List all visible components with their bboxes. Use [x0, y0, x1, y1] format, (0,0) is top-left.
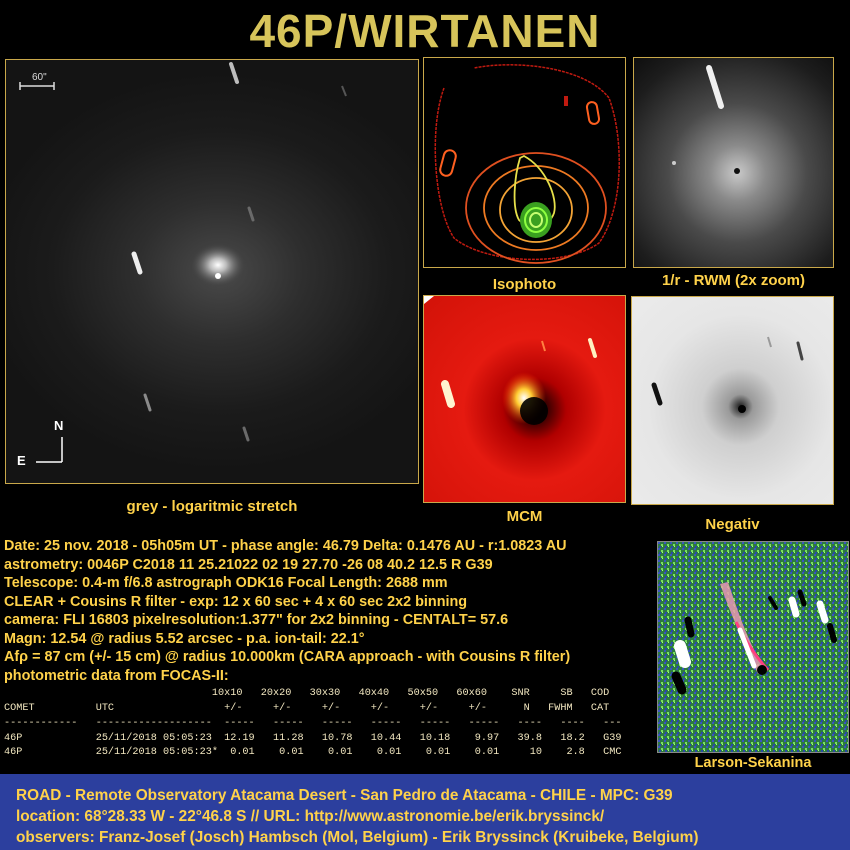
table-row: 46P 25/11/2018 05:05:23* 0.01 0.01 0.01 0.01 0.01 0.01 10 2.8 CMC	[4, 747, 622, 758]
info-camera: camera: FLI 16803 pixelresolution:1.377" for 2x2 binning - CENTALT= 57.6	[4, 612, 509, 628]
mcm-caption: MCM	[506, 508, 543, 525]
table-separator: ------------ ------------------- ----- ----- ----- ----- ----- ----- ---- ---- ---	[4, 718, 622, 729]
info-date: Date: 25 nov. 2018 - 05h05m UT - phase angle: 46.79 Delta: 0.1476 AU - r:1.0823 AU	[4, 538, 567, 554]
rwm-caption: 1/r - RWM (2x zoom)	[661, 272, 806, 289]
page-title: 46P/WIRTANEN	[249, 5, 601, 57]
negativ-image	[631, 296, 834, 505]
info-astrometry: astrometry: 0046P C2018 11 25.21022 02 19 27.70 -26 08 40.2 12.5 R G39	[4, 557, 493, 573]
isophoto-contours	[424, 58, 626, 268]
info-magnitude: Magn: 12.54 @ radius 5.52 arcsec - p.a. ion-tail: 22.1°	[4, 631, 365, 647]
rwm-image	[633, 57, 834, 268]
table-row: 46P 25/11/2018 05:05:23 12.19 11.28 10.78 10.44 10.18 9.97 39.8 18.2 G39	[4, 733, 622, 744]
info-afrho: Afρ = 87 cm (+/- 15 cm) @ radius 10.000km (CARA approach - with Cousins R filter)	[4, 649, 571, 665]
isophoto-image	[423, 57, 626, 268]
info-telescope: Telescope: 0.4-m f/6.8 astrograph ODK16 Focal Length: 2688 mm	[4, 575, 448, 591]
isophoto-caption: Isophoto	[492, 276, 557, 293]
main-comet-image	[5, 59, 419, 484]
footer-observers: observers: Franz-Josef (Josch) Hambsch (Mol, Belgium) - Erik Bryssinck (Kruibeke, Belgium)	[16, 829, 699, 846]
negativ-drawing	[632, 297, 834, 505]
table-header-row: 10x10 20x20 30x30 40x40 50x50 60x60 SNR SB COD	[4, 688, 610, 699]
mcm-drawing	[424, 296, 626, 503]
footer-bar	[0, 774, 850, 850]
negativ-caption: Negativ	[705, 516, 760, 533]
table-header-row: COMET UTC +/- +/- +/- +/- +/- +/- N FWHM CAT	[4, 703, 610, 714]
east-label: E	[17, 453, 26, 468]
footer-observatory: ROAD - Remote Observatory Atacama Desert - San Pedro de Atacama - CHILE - MPC: G39	[16, 787, 673, 804]
larson-sekanina-image	[657, 541, 849, 753]
larson-drawing	[658, 542, 849, 753]
north-label: N	[54, 418, 64, 433]
larson-caption: Larson-Sekanina	[694, 755, 812, 771]
footer-location: location: 68°28.33 W - 22°46.8 S // URL: http://www.astronomie.be/erik.bryssinck/	[16, 808, 605, 825]
info-filter: CLEAR + Cousins R filter - exp: 12 x 60 sec + 4 x 60 sec 2x2 binning	[4, 594, 468, 610]
mcm-image	[423, 295, 626, 503]
rwm-drawing	[634, 58, 834, 268]
main-image-drawing	[6, 60, 419, 484]
main-caption: grey - logaritmic stretch	[126, 498, 298, 515]
scale-label: 60"	[32, 72, 47, 83]
info-photometric: photometric data from FOCAS-II:	[4, 668, 229, 684]
